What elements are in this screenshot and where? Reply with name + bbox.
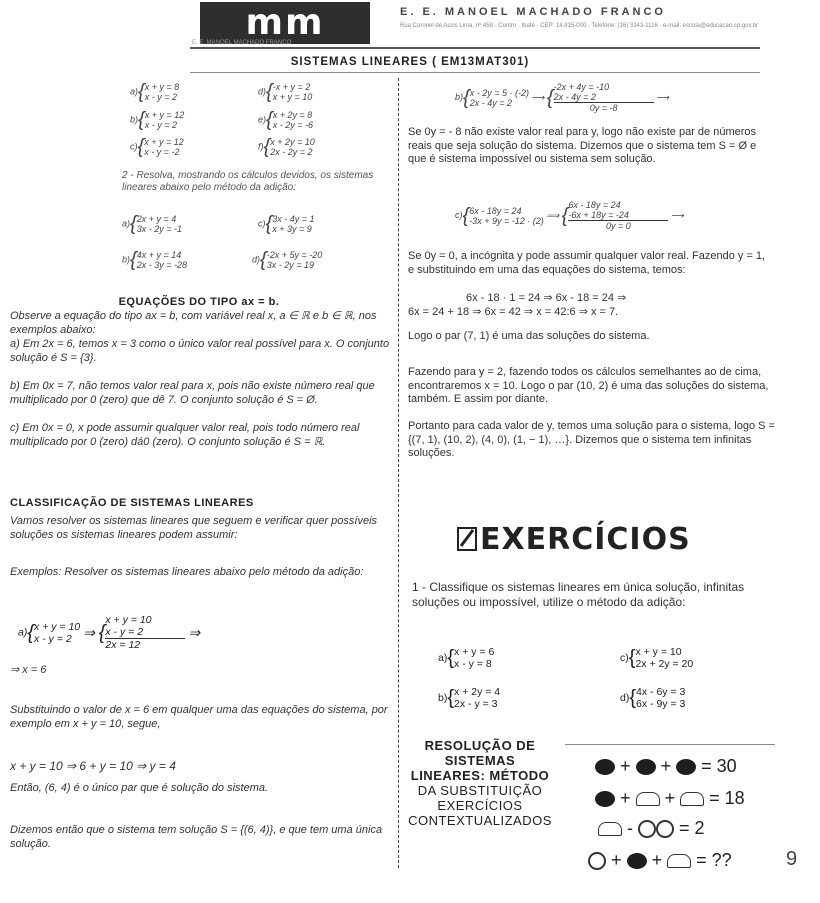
system-c-explanation: Se 0y = 0, a incógnita y pode assumir qualquer valor real. Fazendo y = 1, e substituindo em uma das equações do sistema, temos: [408, 250, 766, 276]
system-c-calc-1: 6x - 18 · 1 = 24 ⇒ 6x - 18 = 24 ⇒ [466, 292, 627, 304]
pencil-icon [455, 524, 479, 552]
equation-example-a: a) Em 2x = 6, temos x = 3 como o único valor real possível para x. O conjunto solução é S = {3}. [10, 338, 390, 364]
cupcake-icon [680, 792, 704, 806]
examples-intro: Exemplos: Resolver os sistemas lineares abaixo pelo método da adição: [10, 566, 364, 578]
apple-icon [595, 759, 615, 775]
system-c-infinite: Portanto para cada valor de y, temos uma solução para o sistema, logo S = {(7, 1), (10, 2), (4, 0), (1, − 1), …}. Dizemos que o sistema tem infinitas soluções. [408, 420, 775, 459]
exercise-system: a){x + y = 6 x - y = 8 [438, 646, 495, 670]
question-2: 2 - Resolva, mostrando os cálculos devidos, os sistemas lineares abaixo pelo método da adição: [122, 170, 374, 193]
title-rule [190, 72, 760, 73]
exercise-system: c){x + y = 10 2x + 2y = 20 [620, 646, 694, 670]
equations-intro: Observe a equação do tipo ax = b, com variável real x, a ∈ ℝ e b ∈ ℝ, nos exemplos abaixo: [10, 310, 377, 336]
header-rule [190, 47, 760, 49]
cupcake-icon [636, 792, 660, 806]
system-item: b){4x + y = 14 2x - 3y = -28 [122, 249, 187, 271]
system-item: c){3x - 4y = 1 x + 3y = 9 [258, 213, 315, 235]
system-b: b){x - 2y = 5 · (-2) 2x - 4y = 2 ⟶ {-2x + 4y = -10 2x - 4y = 2 0y = -8 ⟶ [455, 82, 669, 113]
page-title: SISTEMAS LINEARES ( EM13MAT301) [290, 56, 530, 68]
puzzle-row-3: - = 2 [598, 818, 705, 839]
system-b-explanation: Se 0y = - 8 não existe valor real para y, logo não existe par de números reais que seja solução do sistema. Dizemos que o sistema tem S = Ø e que é sistema impossível ou sistema sem solução. [408, 126, 757, 165]
donut-icon [656, 820, 674, 838]
equation-example-c: c) Em 0x = 0, x pode assumir qualquer valor real, pois todo número real multiplicado por 0 (zero) dá0 (zero). O conjunto solução é S = ℝ. [10, 422, 360, 448]
exercise-1: 1 - Classifique os sistemas lineares em única solução, infinitas soluções ou impossível, utilize o método da adição: [412, 580, 745, 609]
apple-icon [676, 759, 696, 775]
resolution-line: LINEARES: MÉTODO [410, 768, 550, 783]
resolution-line: DA SUBSTITUIÇÃO [417, 783, 543, 798]
exercises-title: EXERCÍCIOS [480, 522, 691, 557]
resolution-line: SISTEMAS [444, 753, 516, 768]
system-item: c){x + y = 12 x - y = -2 [130, 136, 184, 158]
system-item: e){x + 2y = 8 x - 2y = -6 [258, 109, 313, 131]
example-a-result: ⇒ x = 6 [10, 664, 47, 676]
school-address: Rua Coronel de Assis Lima, nº 458 · Centro · Ibaté · CEP: 14.815-000 · Telefone: (16) 3343-1116 · e-mail: escola@educacao.sp.gov.br [400, 23, 759, 29]
resolution-block [400, 738, 560, 828]
equation-example-b: b) Em 0x = 7, não temos valor real para x, pois não existe número real que multiplicado por 0 (zero) que dê 7. O conjunto solução é S = Ø. [10, 380, 375, 406]
school-logo: mm [200, 2, 370, 44]
substitution-chain: x + y = 10 ⇒ 6 + y = 10 ⇒ y = 4 [10, 759, 176, 773]
puzzle-row-2: + + = 18 [595, 788, 745, 809]
substitution-text: Substituindo o valor de x = 6 em qualquer uma das equações do sistema, por exemplo em x + y = 10, segue, [10, 704, 388, 730]
system-item: a){2x + y = 4 3x - 2y = -1 [122, 213, 182, 235]
unique-solution-text: Então, (6, 4) é o único par que é solução do sistema. [10, 782, 269, 794]
exercise-system: b){x + 2y = 4 2x - y = 3 [438, 686, 501, 710]
classification-intro: Vamos resolver os sistemas lineares que seguem e verificar quer possíveis soluções os sistemas lineares podem assumir: [10, 515, 378, 541]
example-a-system: a){x + y = 10 x - y = 2 ⇒ {x + y = 10 x - y = 2 2x = 12 ⇒ [18, 614, 201, 651]
system-c: c){6x - 18y = 24 -3x + 9y = -12 · (2) ⟹ {6x - 18y = 24 -6x + 18y = -24 0y = 0 ⟶ [455, 200, 684, 231]
cupcake-icon [598, 822, 622, 836]
donut-icon [588, 852, 606, 870]
exercise-system: d){4x - 6y = 3 6x - 9y = 3 [620, 686, 686, 710]
system-c-calc-2: 6x = 24 + 18 ⇒ 6x = 42 ⇒ x = 42:6 ⇒ x = 7. [408, 306, 619, 318]
system-c-pair-2: Fazendo para y = 2, fazendo todos os cálculos semelhantes ao de cima, encontraremos x = 10. Logo o par (10, 2) é uma das soluções do sistema, também. E assim por diante. [408, 366, 769, 405]
system-item: a){x + y = 8 x - y = 2 [130, 81, 180, 103]
system-item: d){-x + y = 2 x + y = 10 [258, 81, 313, 103]
section-heading-classification: CLASSIFICAÇÃO DE SISTEMAS LINEARES [10, 497, 254, 509]
resolution-line: EXERCÍCIOS [437, 798, 523, 813]
puzzle-note: 9 [786, 848, 798, 870]
resolution-line: CONTEXTUALIZADOS [408, 813, 552, 828]
resolution-line: RESOLUÇÃO DE [424, 738, 536, 753]
apple-icon [636, 759, 656, 775]
system-item: f){x + 2y = 10 2x - 2y = 2 [258, 136, 315, 158]
system-item: b){x + y = 12 x - y = 2 [130, 109, 185, 131]
conclusion-text: Dizemos então que o sistema tem solução S = {(6, 4)}, e que tem uma única solução. [10, 824, 383, 850]
school-subtitle: E. E. MANOEL MACHADO FRANCO [192, 40, 292, 46]
cupcake-icon [667, 854, 691, 868]
puzzle-rule [565, 744, 775, 745]
section-heading-equations: EQUAÇÕES DO TIPO ax = b. [118, 296, 280, 308]
apple-icon [627, 853, 647, 869]
donut-icon [638, 820, 656, 838]
school-name: E. E. MANOEL MACHADO FRANCO [400, 6, 666, 18]
system-item: d){-2x + 5y = -20 3x - 2y = 19 [252, 249, 323, 271]
system-c-pair-1: Logo o par (7, 1) é uma das soluções do sistema. [408, 330, 650, 342]
puzzle-row-4: + + = ?? [588, 850, 732, 871]
apple-icon [595, 791, 615, 807]
puzzle-row-1: + + = 30 [595, 756, 737, 777]
